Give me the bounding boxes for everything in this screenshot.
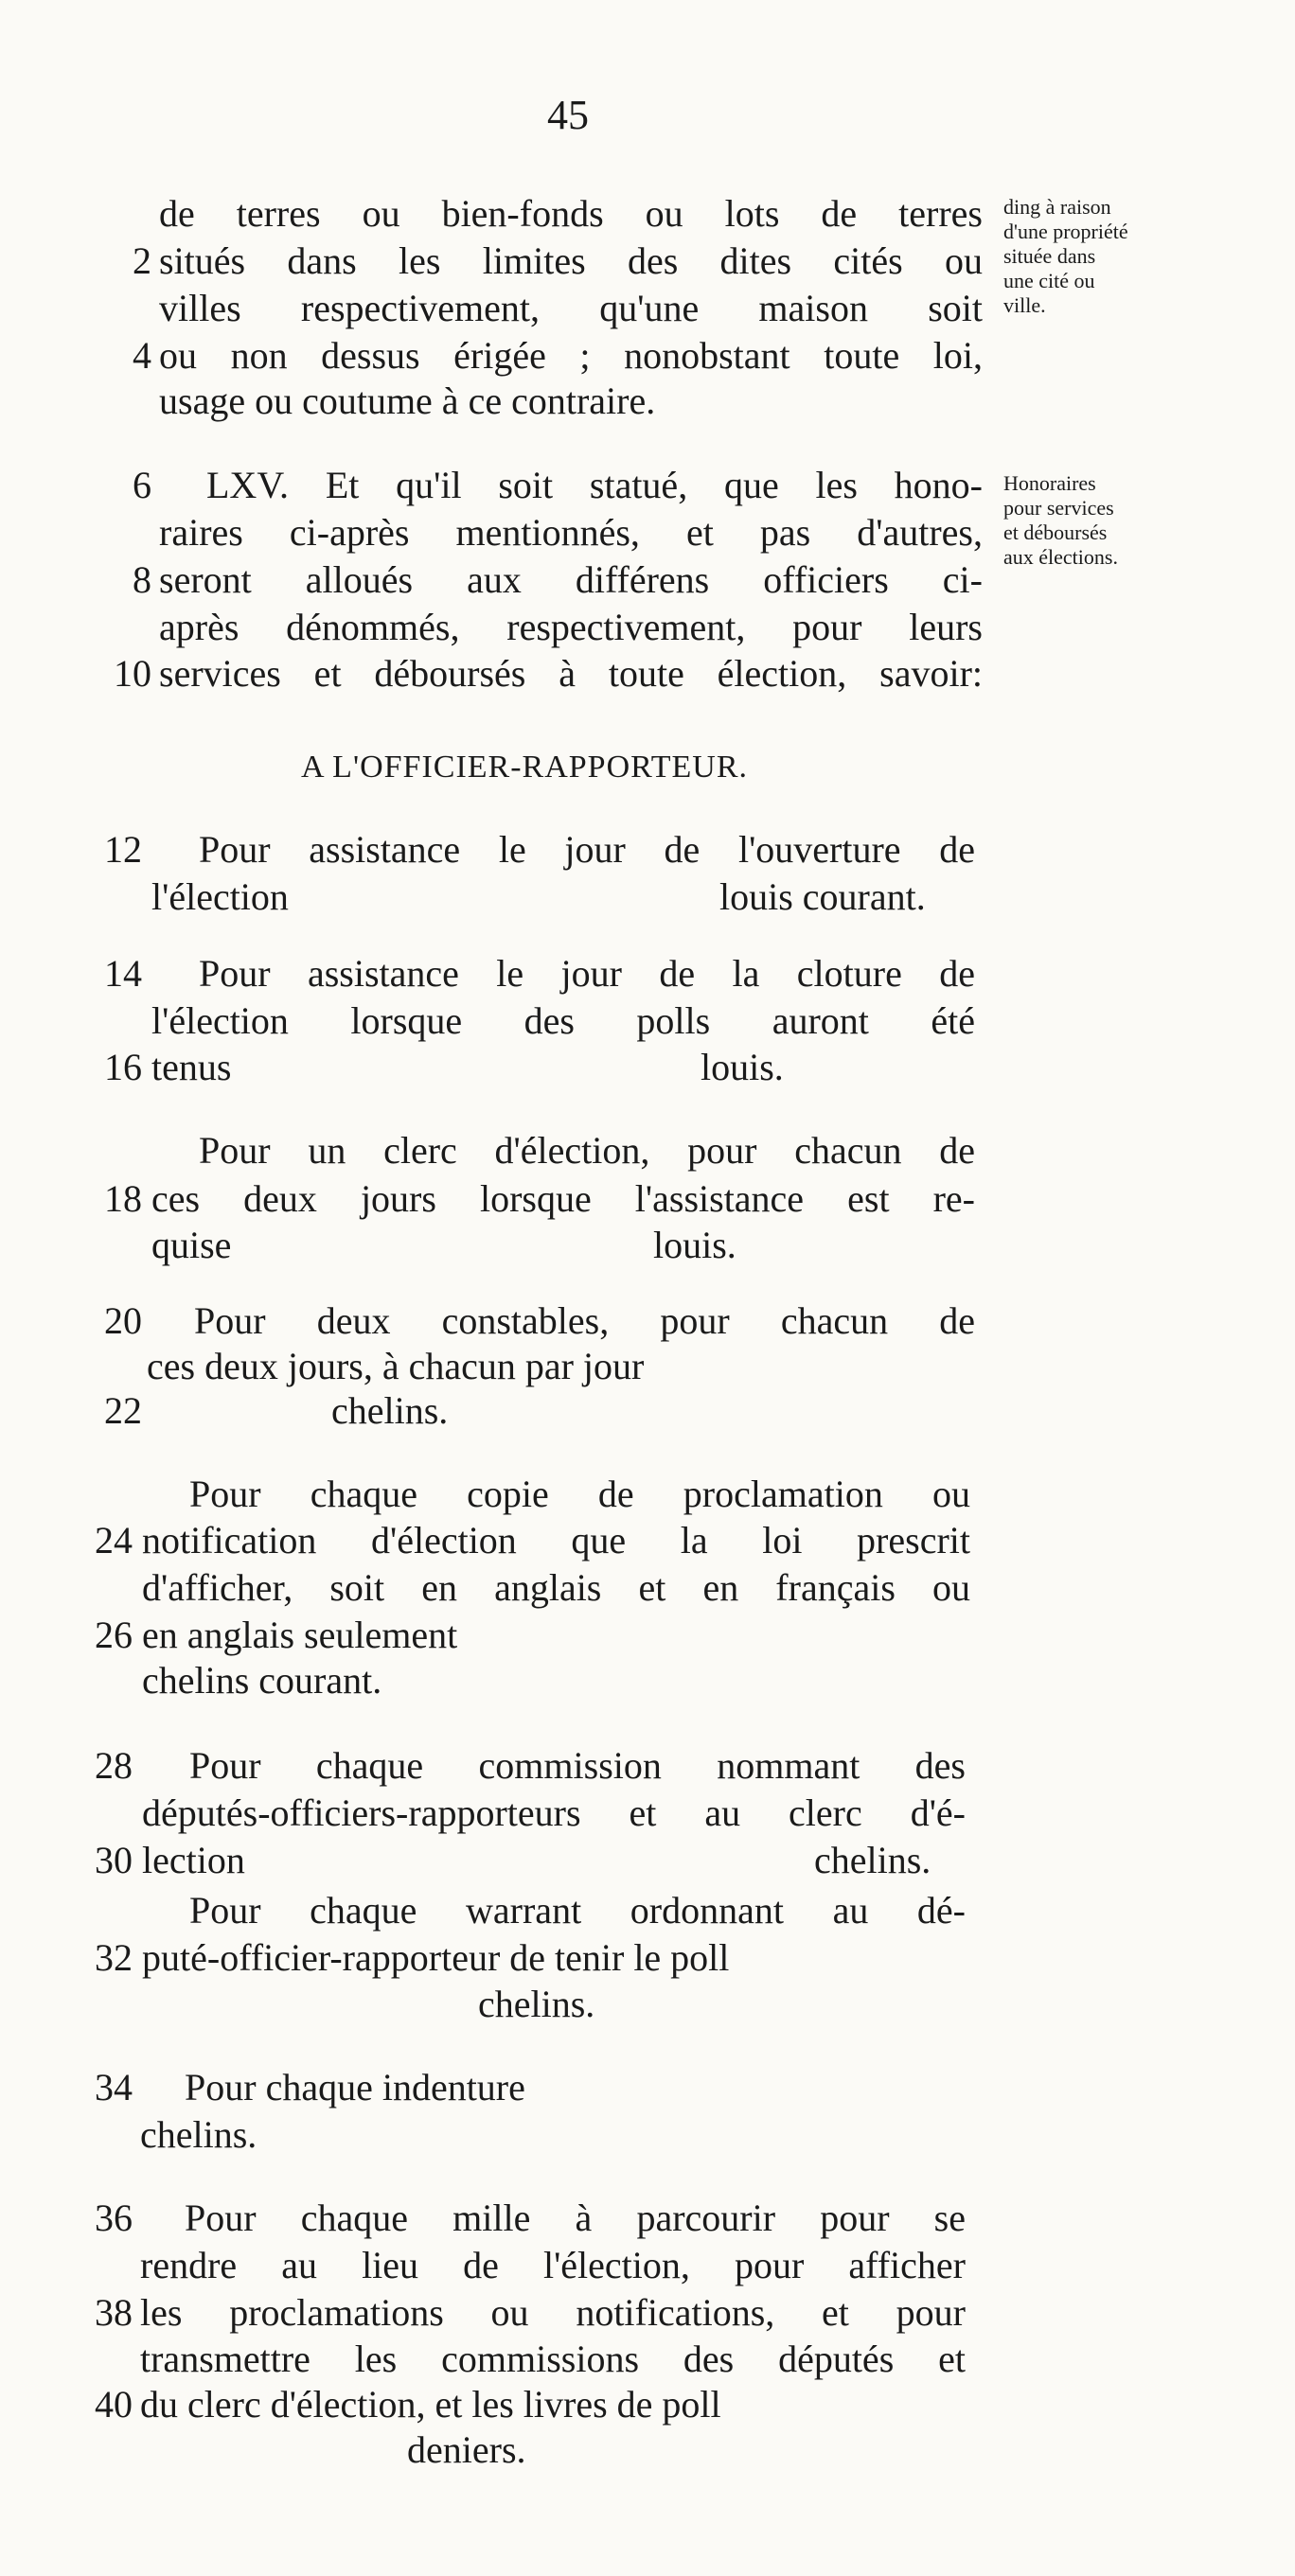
text-line: chelins.: [478, 1983, 595, 2025]
text-line: notification d'élection que la loi prescrit: [142, 1519, 970, 1561]
margin-note-line: ville.: [1003, 293, 1046, 317]
margin-note-line: d'une propriété: [1003, 220, 1128, 243]
text-line: quise: [151, 1224, 232, 1266]
text-line: services et déboursés à toute élection, savoir:: [159, 652, 983, 695]
line-number: 26: [95, 1614, 133, 1656]
text-line: transmettre les commissions des députés et: [140, 2338, 966, 2380]
text-line: les proclamations ou notifications, et pour: [140, 2291, 966, 2334]
line-number: 36: [95, 2197, 133, 2239]
line-number: 4: [133, 334, 151, 377]
text-line: LXV. Et qu'il soit statué, que les hono-: [206, 464, 983, 506]
text-line: Pour assistance le jour de la cloture de: [199, 952, 975, 995]
line-number: 12: [104, 828, 142, 871]
text-line: puté-officier-rapporteur de tenir le poll: [142, 1936, 730, 1979]
text-line: Pour un clerc d'élection, pour chacun de: [199, 1129, 975, 1172]
text-line: Pour chaque warrant ordonnant au dé-: [189, 1889, 966, 1932]
text-line: Pour chaque copie de proclamation ou: [189, 1473, 970, 1515]
text-line: situés dans les limites des dites cités ou: [159, 239, 983, 282]
line-number: 34: [95, 2066, 133, 2108]
line-number: 24: [95, 1519, 133, 1561]
text-line: du clerc d'élection, et les livres de poll: [140, 2383, 721, 2426]
line-number: 32: [95, 1936, 133, 1979]
line-number: 20: [104, 1299, 142, 1342]
line-number: 14: [104, 952, 142, 995]
page-number: 45: [547, 92, 589, 138]
margin-note-line: Honoraires: [1003, 471, 1096, 495]
section-heading: A L'OFFICIER-RAPPORTEUR.: [301, 750, 749, 785]
text-line: louis.: [653, 1224, 736, 1266]
line-number: 40: [95, 2383, 133, 2426]
margin-note-line: une cité ou: [1003, 269, 1095, 292]
text-line: louis.: [701, 1046, 784, 1088]
margin-note-line: située dans: [1003, 244, 1096, 268]
text-line: raires ci-après mentionnés, et pas d'autres,: [159, 511, 983, 554]
margin-note: [1003, 471, 1268, 570]
text-line: usage ou coutume à ce contraire.: [159, 379, 656, 422]
margin-note-line: aux élections.: [1003, 545, 1118, 569]
text-line: l'élection lorsque des polls auront été: [151, 999, 975, 1042]
margin-note: [1003, 195, 1268, 318]
text-line: rendre au lieu de l'élection, pour afficher: [140, 2244, 966, 2286]
text-line: tenus: [151, 1046, 232, 1088]
line-number: 28: [95, 1744, 133, 1787]
text-line: chelins.: [814, 1839, 931, 1881]
text-line: chelins.: [331, 1389, 449, 1432]
line-number: 22: [104, 1389, 142, 1432]
margin-note-line: et déboursés: [1003, 520, 1108, 544]
text-line: ces deux jours lorsque l'assistance est re-: [151, 1177, 975, 1220]
text-line: Pour chaque indenture: [185, 2066, 525, 2108]
line-number: 2: [133, 239, 151, 282]
text-line: de terres ou bien-fonds ou lots de terres: [159, 192, 983, 235]
text-line: villes respectivement, qu'une maison soit: [159, 287, 983, 329]
margin-note-line: pour services: [1003, 496, 1114, 520]
line-number: 6: [133, 464, 151, 506]
line-number: 30: [95, 1839, 133, 1881]
text-line: chelins courant.: [142, 1659, 382, 1702]
text-line: Pour chaque mille à parcourir pour se: [185, 2197, 966, 2239]
margin-note-line: ding à raison: [1003, 195, 1111, 219]
line-number: 8: [133, 558, 151, 601]
line-number: 10: [114, 652, 151, 695]
text-line: ces deux jours, à chacun par jour: [147, 1345, 645, 1387]
line-number: 18: [104, 1177, 142, 1220]
text-line: lection: [142, 1839, 245, 1881]
line-number: 38: [95, 2291, 133, 2334]
text-line: députés-officiers-rapporteurs et au clerc d'é-: [142, 1791, 966, 1834]
text-line: seront alloués aux différens officiers ci-: [159, 558, 983, 601]
text-line: après dénommés, respectivement, pour leurs: [159, 606, 983, 648]
text-line: louis courant.: [719, 875, 926, 918]
text-line: en anglais seulement: [142, 1614, 458, 1656]
text-line: Pour chaque commission nommant des: [189, 1744, 966, 1787]
text-line: Pour assistance le jour de l'ouverture de: [199, 828, 975, 871]
text-line: ou non dessus érigée ; nonobstant toute loi,: [159, 334, 983, 377]
text-line: l'élection: [151, 875, 289, 918]
text-line: chelins.: [140, 2113, 257, 2156]
text-line: Pour deux constables, pour chacun de: [194, 1299, 975, 1342]
text-line: d'afficher, soit en anglais et en français ou: [142, 1566, 970, 1609]
text-line: deniers.: [407, 2428, 526, 2471]
line-number: 16: [104, 1046, 142, 1088]
